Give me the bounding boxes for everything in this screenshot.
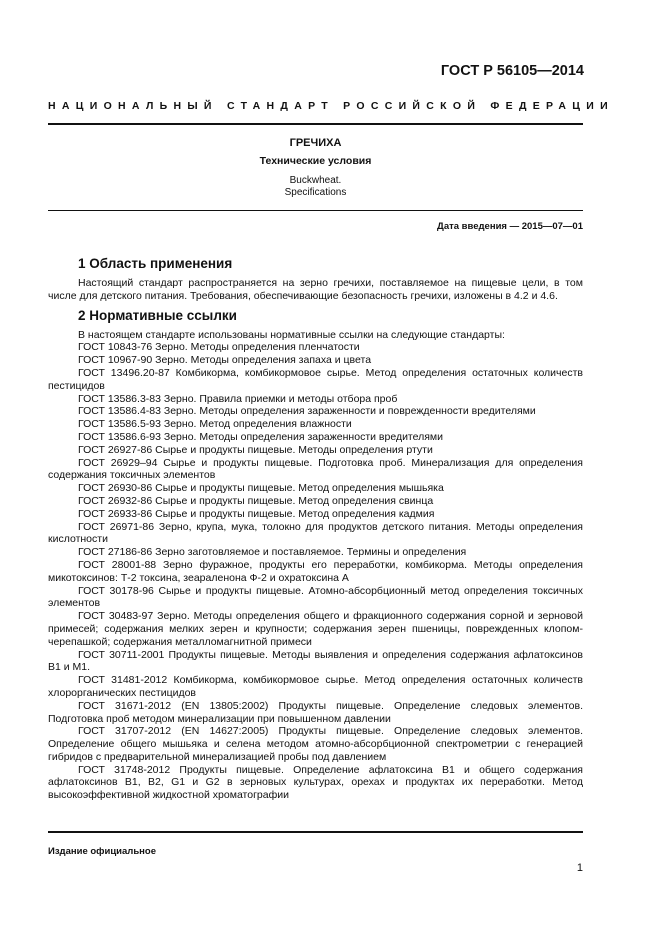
reference-item: ГОСТ 26927-86 Сырье и продукты пищевые. Методы определения ртути — [78, 443, 433, 456]
document-body — [48, 255, 583, 802]
page-number: 1 — [576, 862, 583, 874]
normative-refs-intro: В настоящем стандарте использованы нормативные ссылки на следующие стандарты: — [78, 328, 505, 341]
reference-item: ГОСТ 10843-76 Зерно. Методы определения пленчатости — [78, 341, 360, 354]
reference-item: ГОСТ 31748-2012 Продукты пищевые. Определение афлатоксина В1 и общего содержания афлатоксинов В1, В2, G1 и G2 в зерновых культурах, орехах и продуктах их переработки. Метод высокоэффективной жидкостной хроматографии — [48, 763, 583, 802]
introduction-date: Дата введения — 2015—07—01 — [437, 221, 583, 232]
reference-item: ГОСТ 26932-86 Сырье и продукты пищевые. Метод определения свинца — [78, 494, 434, 507]
national-standard-banner: НАЦИОНАЛЬНЫЙ СТАНДАРТ РОССИЙСКОЙ ФЕДЕРАЦИИ — [48, 100, 614, 112]
bottom-divider — [48, 831, 583, 833]
reference-item: ГОСТ 30711-2001 Продукты пищевые. Методы выявления и определения содержания афлатоксинов В1 и М1. — [48, 648, 583, 674]
scope-paragraph: Настоящий стандарт распространяется на зерно гречихи, поставляемое на пищевые цели, в том числе для детского питания. Требования, обеспечивающие безопасность гречихи, изложены в 4.2 и 4.6. — [48, 277, 583, 302]
reference-item: ГОСТ 28001-88 Зерно фуражное, продукты его переработки, комбикорма. Методы определения микотоксинов: Т-2 токсина, зеараленона Ф-2 и охратоксина А — [48, 558, 583, 584]
reference-item: ГОСТ 31707-2012 (EN 14627:2005) Продукты пищевые. Определение следовых элементов. Определение общего мышьяка и селена методом атомно-абсорбционной спектрометрии с генерацией гибридов с предварительной минерализацией пробы под давлением — [48, 725, 583, 763]
reference-item: ГОСТ 13586.3-83 Зерно. Правила приемки и методы отбора проб — [78, 392, 398, 405]
reference-item: ГОСТ 27186-86 Зерно заготовляемое и поставляемое. Термины и определения — [78, 546, 467, 559]
normative-refs-list — [48, 341, 583, 802]
section-heading-scope: 1 Область применения — [78, 256, 233, 271]
reference-item: ГОСТ 26929–94 Сырье и продукты пищевые. Подготовка проб. Минерализация для определения содержания токсичных элементов — [48, 456, 583, 482]
document-number: ГОСТ Р 56105—2014 — [440, 63, 584, 79]
title-english: Buckwheat. — [289, 175, 342, 186]
official-edition-label: Издание официальное — [48, 846, 156, 857]
reference-item: ГОСТ 31671-2012 (EN 13805:2002) Продукты пищевые. Определение следовых элементов. Подготовка проб методом минерализации при повышенном давлении — [48, 699, 583, 725]
section-heading-normative-refs: 2 Нормативные ссылки — [78, 307, 237, 323]
subtitle-english: Specifications — [284, 187, 347, 198]
reference-item: ГОСТ 30483-97 Зерно. Методы определения общего и фракционного содержания сорной и зерновой примесей; содержания мелких зерен и крупности; содержания зерен пшеницы, поврежденных клопом-черепашкой; содержания металломагнитной примеси — [48, 610, 583, 648]
reference-item: ГОСТ 13586.4-83 Зерно. Методы определения зараженности и поврежденности вредителями — [78, 405, 536, 418]
reference-item: ГОСТ 13496.20-87 Комбикорма, комбикормовое сырье. Метод определения остаточных количеств пестицидов — [48, 366, 583, 392]
reference-item: ГОСТ 13586.5-93 Зерно. Метод определения влажности — [78, 418, 352, 431]
reference-item: ГОСТ 26933-86 Сырье и продукты пищевые. Метод определения кадмия — [78, 507, 435, 520]
reference-item: ГОСТ 13586.6-93 Зерно. Методы определения зараженности вредителями — [78, 430, 444, 443]
top-divider — [48, 123, 583, 125]
title-divider — [48, 210, 583, 211]
reference-item: ГОСТ 31481-2012 Комбикорма, комбикормовое сырье. Метод определения остаточных количеств хлорорганических пестицидов — [48, 674, 583, 699]
reference-item: ГОСТ 26971-86 Зерно, крупа, мука, толокно для продуктов детского питания. Методы определения кислотности — [48, 520, 583, 546]
title-russian: ГРЕЧИХА — [289, 137, 342, 149]
subtitle-russian: Технические условия — [259, 155, 372, 167]
reference-item: ГОСТ 30178-96 Сырье и продукты пищевые. Атомно-абсорбционный метод определения токсичных элементов — [48, 584, 583, 610]
reference-item: ГОСТ 26930-86 Сырье и продукты пищевые. Метод определения мышьяка — [78, 482, 444, 495]
reference-item: ГОСТ 10967-90 Зерно. Методы определения запаха и цвета — [78, 354, 372, 367]
